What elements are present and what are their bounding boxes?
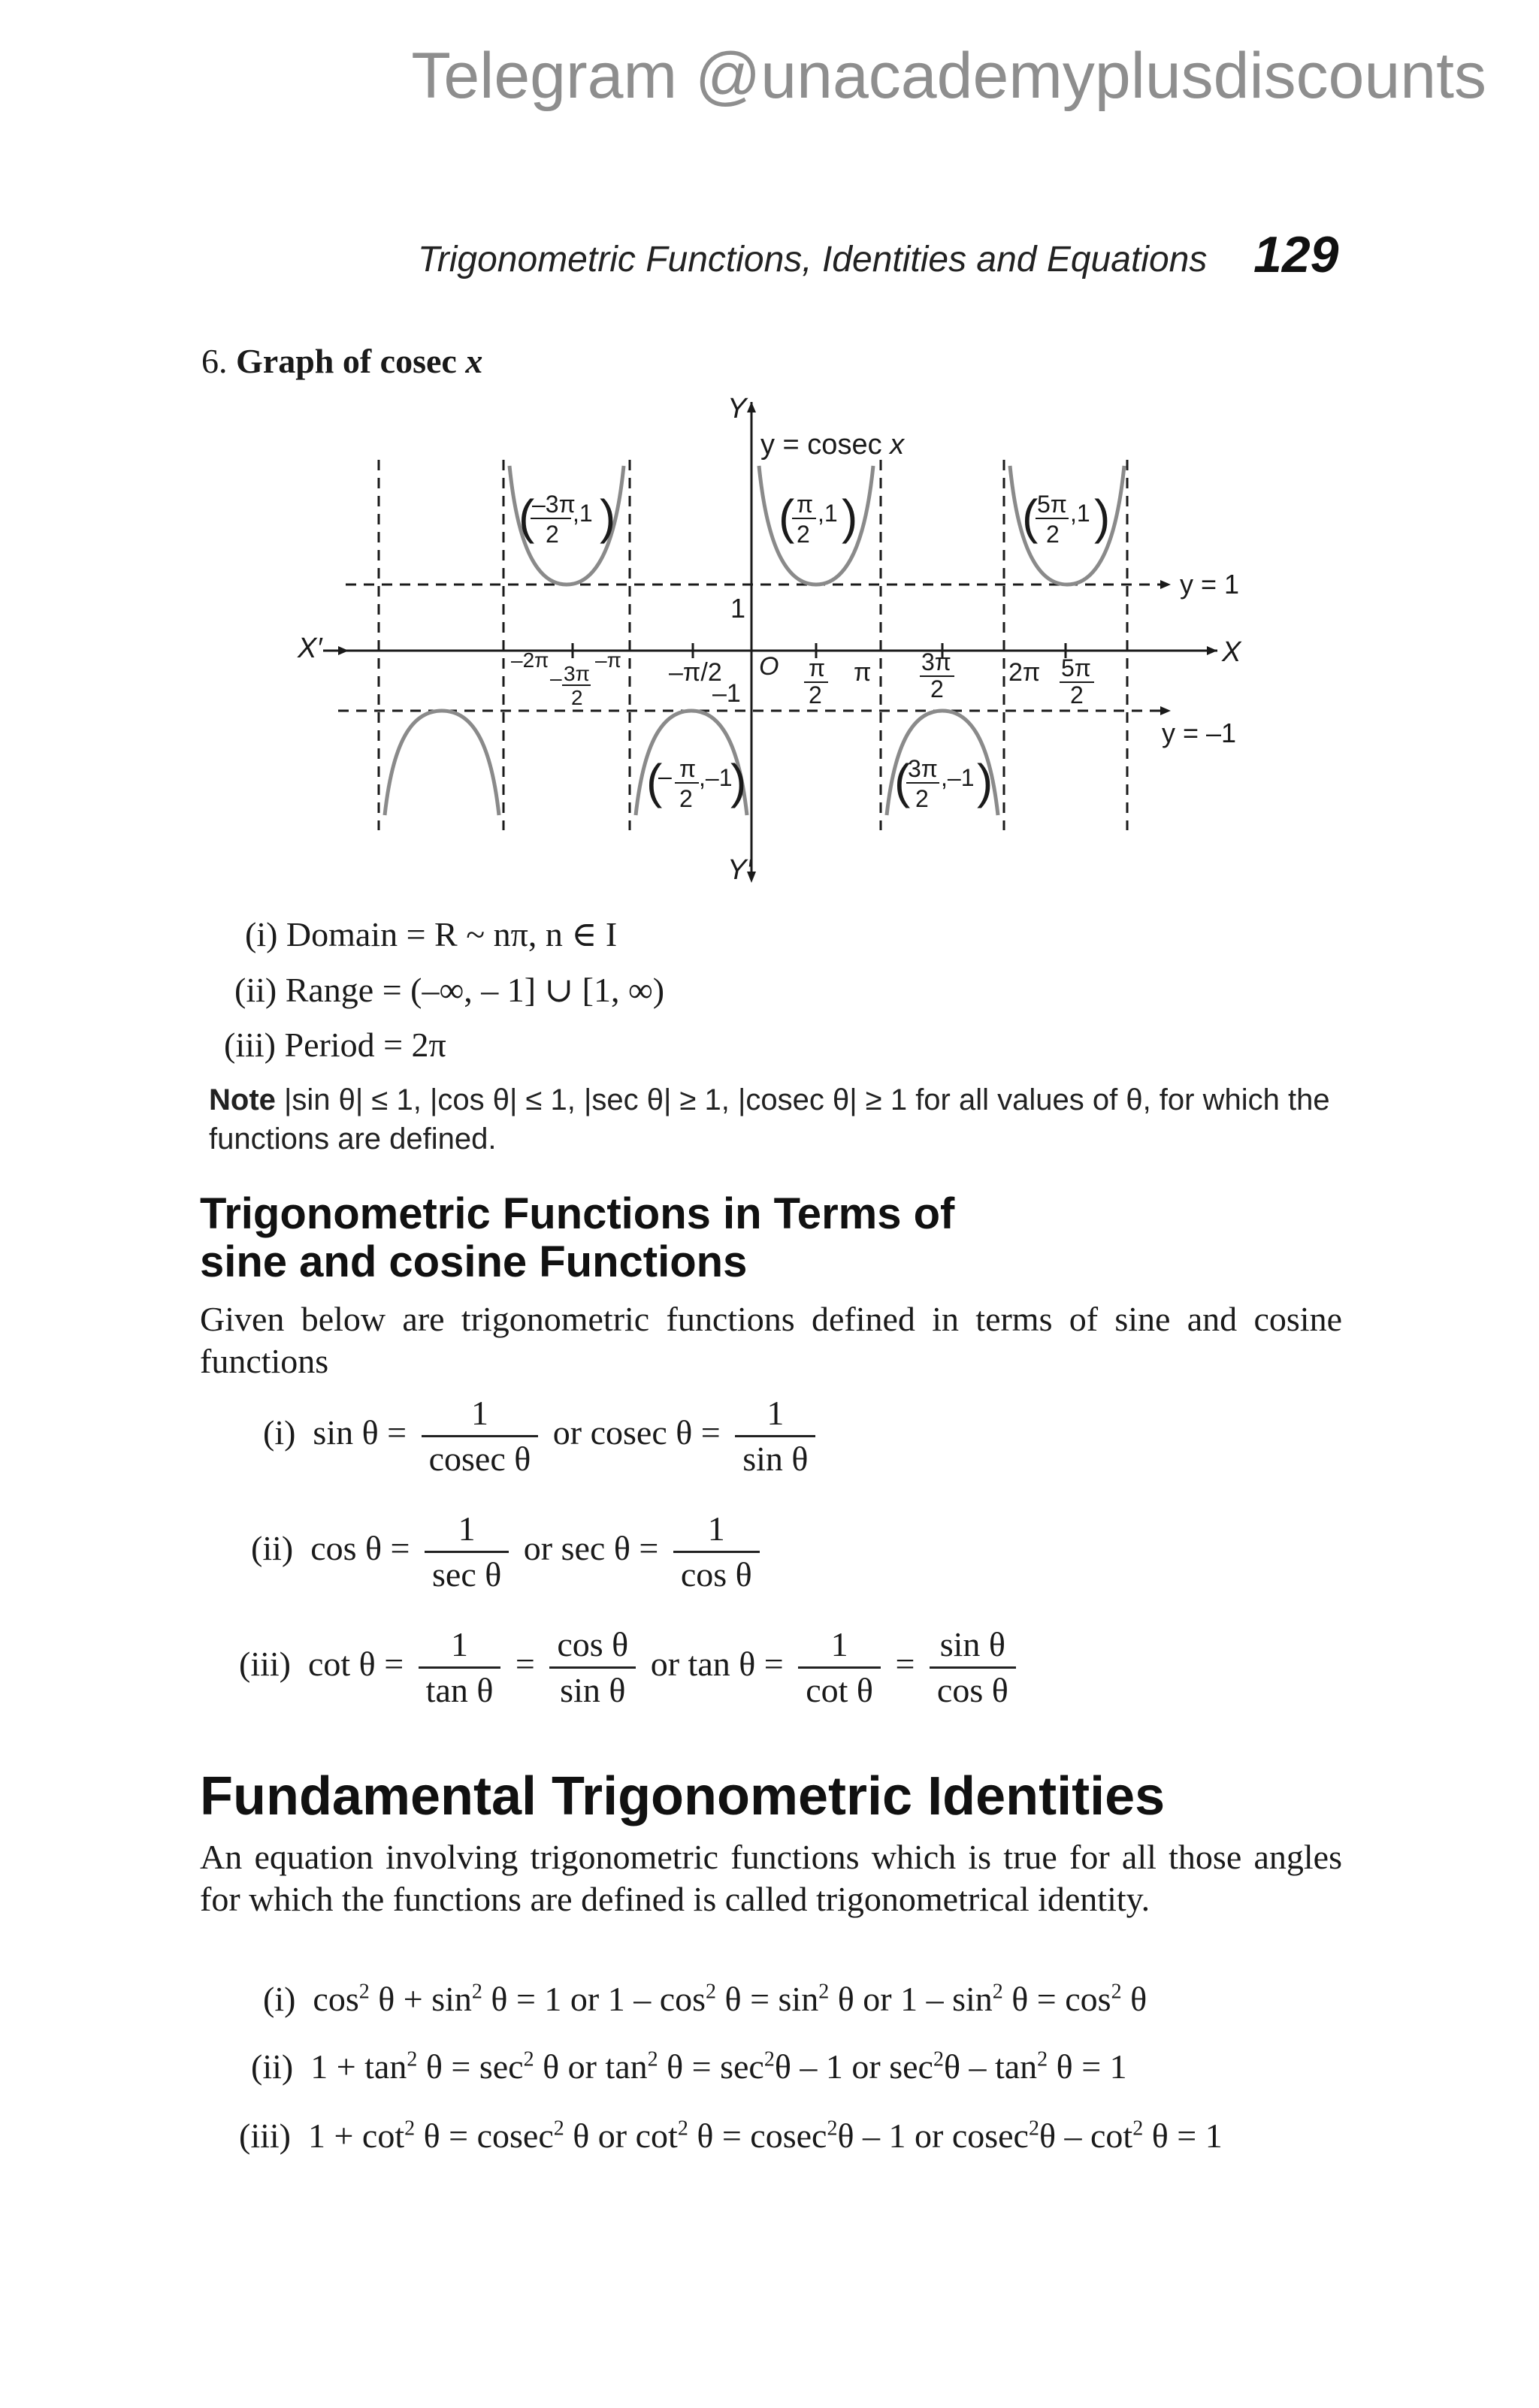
svg-text:2: 2 [546,521,559,548]
y-axis-label: Y [727,393,747,424]
formula-ii: (ii) cos θ = $\frac{1}{\text{sec θ}}$ or sec θ = $\frac{1}{\text{cos θ}}$ [251,1507,766,1597]
tick-5pi2-den: 2 [1070,681,1084,709]
one-label: 1 [730,593,746,624]
svg-text:2: 2 [679,785,693,812]
svg-text:(: ( [1022,490,1039,544]
point-label-3pi2 [894,754,993,812]
svg-text:(: ( [519,490,535,544]
curve-label: y = cosec x [760,429,905,461]
svg-text:π: π [679,755,697,782]
cosec-curves [385,466,1124,815]
graph-heading-var: x [465,342,483,380]
svg-text:): ) [730,754,747,808]
minus-one-label: –1 [712,679,741,708]
watermark [0,39,1539,113]
curve-lower-1 [385,711,499,815]
svg-text:–3π: –3π [532,491,576,518]
x-axis-neg-label: X′ [298,633,322,664]
section1-intro: Given below are trigonometric functions defined in terms of sine and cosine functions [200,1300,1342,1380]
identity-i: (i) $\cos^2 \theta + \sin^2 \theta = 1$ or $1 - \cos^2 \theta = \sin^2 \theta$ or $1 - \sin^2 \theta = \cos^2 \theta$ [263,1980,1147,2018]
formula-i: (i) sin θ = $\frac{1}{\text{cosec θ}}$ or cosec θ = $\frac{1}{\text{sin θ}}$ [263,1391,821,1481]
svg-text:(: ( [646,754,663,808]
y-axis-neg-label: Y′ [727,854,752,886]
note-text: |sin θ| ≤ 1, |cos θ| ≤ 1, |sec θ| ≥ 1, |cosec θ| ≥ 1 for all values of θ, for which the functions are defined. [209,1083,1330,1156]
note [209,1080,1351,1159]
tick-pi2-den: 2 [809,681,822,709]
property-domain: (i) Domain = R ~ nπ, n ∈ I [245,915,618,953]
svg-text:): ) [977,754,993,808]
svg-text:π: π [797,491,814,518]
svg-text:): ) [842,490,858,544]
property-period: (iii) Period = 2π [224,1026,446,1064]
cosec-graph [0,376,1539,902]
svg-text:–: – [658,763,672,790]
tick-2pi: 2π [1008,658,1041,687]
note-label: Note [209,1083,276,1116]
svg-text:): ) [600,490,616,544]
property-range: (ii) Range = (–∞, – 1] ∪ [1, ∞) [234,971,665,1009]
svg-text:,1: ,1 [818,500,838,527]
tick-5pi2-num: 5π [1061,654,1091,681]
graph-heading-title: Graph of cosec [236,342,457,380]
section1-heading-line2: sine and cosine Functions [200,1237,748,1286]
point-label-m3pi2 [519,490,615,548]
svg-text:,–1: ,–1 [941,764,975,791]
tick-3pi2-num: 3π [921,648,951,675]
y1-label: y = 1 [1180,569,1240,600]
point-label-pi2 [779,490,857,548]
section2-heading: Fundamental Trigonometric Identities [200,1766,1166,1826]
svg-text:5π: 5π [1037,491,1067,518]
origin-label: O [759,652,779,681]
svg-text:3π: 3π [908,755,938,782]
tick-m3pi2-sign: – [550,666,562,690]
svg-text:2: 2 [915,785,929,812]
section1-heading-line1: Trigonometric Functions in Terms of [200,1189,955,1238]
section2-intro: An equation involving trigonometric functions which is true for all those angles for which the functions are defined is called trigonometrical identity. [200,1838,1342,1918]
x-axis-label: X [1222,636,1241,668]
running-head: Trigonometric Functions, Identities and Equations [418,240,1208,279]
watermark-text: Telegram @unacademyplusdiscounts [411,40,1486,112]
formula-iii: (iii) cot θ = $\frac{1}{\text{tan θ}}$ = $\frac{\text{cos θ}}{\text{sin θ}}$ or tan θ = $\frac{1}{\text{cot θ}}$ = $\frac{\text{sin θ}}{\text{cos θ}}$ [239,1623,1022,1712]
tick-pi: π [854,658,872,687]
svg-text:,1: ,1 [573,500,593,527]
ym1-label: y = –1 [1162,718,1237,748]
identity-ii: (ii) $1 + \tan^2 \theta = \sec^2 \theta$ or $\tan^2 \theta = \sec^2\theta - 1$ or $\sec^2\theta - \tan^2 \theta = 1$ [251,2047,1127,2086]
svg-text:2: 2 [1046,521,1060,548]
svg-text:,1: ,1 [1070,500,1090,527]
identity-iii: (iii) $1 + \cot^2 \theta = cosec^2$ θ or $\cot^2 \theta = cosec^2\theta - 1$ or $cosec^2\theta - \cot^2 \theta = 1$ [239,2116,1223,2155]
section1-heading [200,1190,954,1286]
svg-text:): ) [1094,490,1111,544]
svg-text:(: ( [894,754,911,808]
tick-m3pi2-den: 2 [571,686,583,709]
graph-heading-number: 6. [201,342,228,380]
svg-text:(: ( [779,490,795,544]
point-label-5pi2 [1022,490,1110,548]
svg-text:2: 2 [797,521,810,548]
page-number: 129 [1253,226,1339,283]
tick-m3pi2-num: 3π [564,662,590,685]
tick-3pi2-den: 2 [930,675,944,702]
tick-mpi: –π [595,648,621,672]
point-label-mpi2 [646,754,746,812]
tick-m2pi: –2π [511,648,549,672]
svg-text:,–1: ,–1 [699,764,733,791]
tick-mpi2: –π/2 [669,658,722,687]
tick-pi2-num: π [809,654,826,681]
